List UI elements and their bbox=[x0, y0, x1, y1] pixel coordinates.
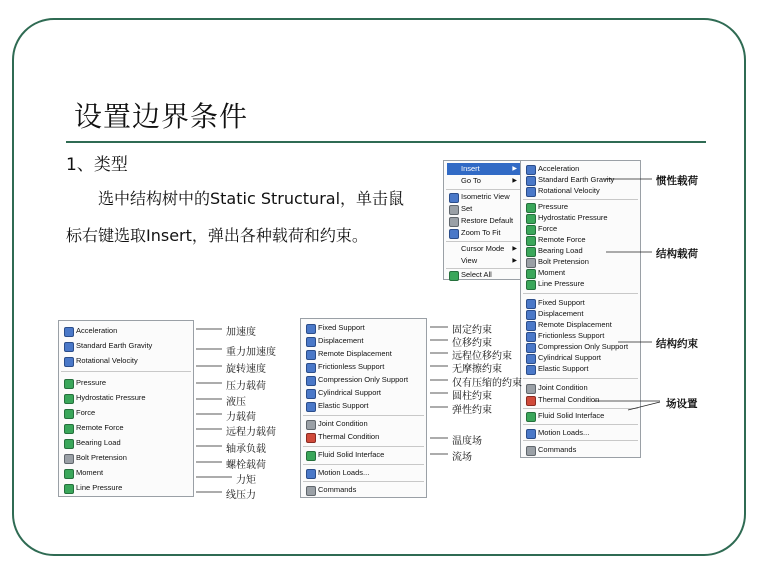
frictionless-support-icon bbox=[306, 363, 316, 373]
fixed-support-icon bbox=[306, 324, 316, 334]
supports-cn-label: 固定约束 bbox=[452, 325, 492, 336]
annotation-inertial-loads: 惯性载荷 bbox=[656, 175, 698, 187]
menu-item-set[interactable]: Set bbox=[447, 203, 521, 215]
submenu-item-frictionless-support[interactable]: Frictionless Support bbox=[524, 330, 637, 342]
joint-condition-icon bbox=[526, 384, 536, 394]
submenu-item-remote-displacement[interactable]: Remote Displacement bbox=[524, 319, 637, 331]
submenu-item-moment[interactable]: Moment bbox=[524, 267, 637, 279]
submenu-item-fixed-support[interactable]: Fixed Support bbox=[524, 297, 637, 309]
loads-cn-label: 重力加速度 bbox=[226, 347, 276, 358]
support-item-fluid-solid-interface[interactable]: Fluid Solid Interface bbox=[304, 449, 423, 461]
load-item-acceleration[interactable]: Acceleration bbox=[62, 325, 190, 337]
acceleration-icon bbox=[64, 327, 74, 337]
supports-cn-label: 温度场 bbox=[452, 436, 482, 447]
support-item-displacement[interactable]: Displacement bbox=[304, 335, 423, 347]
description-paragraph bbox=[66, 180, 416, 254]
supports-cn-label: 无摩擦约束 bbox=[452, 364, 502, 375]
submenu-item-cylindrical-support[interactable]: Cylindrical Support bbox=[524, 352, 637, 364]
loads-cn-label: 线压力 bbox=[226, 490, 256, 501]
annotation-structural-loads: 结构载荷 bbox=[656, 248, 698, 260]
hydrostatic-pressure-icon bbox=[64, 394, 74, 404]
elastic-support-icon bbox=[306, 402, 316, 412]
gravity-icon bbox=[64, 342, 74, 352]
menu-item-restore-default[interactable]: Restore Default bbox=[447, 215, 521, 227]
submenu-item-rotational-velocity[interactable]: Rotational Velocity bbox=[524, 185, 637, 197]
fluid-solid-interface-icon bbox=[526, 412, 536, 422]
submenu-item-bearing-load[interactable]: Bearing Load bbox=[524, 245, 637, 257]
elastic-support-icon bbox=[526, 365, 536, 375]
bearing-load-icon bbox=[64, 439, 74, 449]
submenu-item-displacement[interactable]: Displacement bbox=[524, 308, 637, 320]
load-item-bolt-pretension[interactable]: Bolt Pretension bbox=[62, 452, 190, 464]
submenu-item-standard-earth-gravity[interactable]: Standard Earth Gravity bbox=[524, 174, 637, 186]
supports-cn-label: 弹性约束 bbox=[452, 405, 492, 416]
loads-cn-label: 力矩 bbox=[236, 475, 256, 486]
loads-cn-label: 加速度 bbox=[226, 327, 256, 338]
support-item-elastic-support[interactable]: Elastic Support bbox=[304, 400, 423, 412]
loads-cn-label: 远程力载荷 bbox=[226, 427, 276, 438]
load-item-bearing-load[interactable]: Bearing Load bbox=[62, 437, 190, 449]
annotation-structural-supports: 结构约束 bbox=[656, 338, 698, 350]
submenu-item-compression-only-support[interactable]: Compression Only Support bbox=[524, 341, 637, 353]
support-item-joint-condition[interactable]: Joint Condition bbox=[304, 418, 423, 430]
zoom-to-fit-icon bbox=[449, 229, 459, 239]
support-item-fixed-support[interactable]: Fixed Support bbox=[304, 322, 423, 334]
support-item-frictionless-support[interactable]: Frictionless Support bbox=[304, 361, 423, 373]
load-item-force[interactable]: Force bbox=[62, 407, 190, 419]
set-view-icon bbox=[449, 205, 459, 215]
submenu-item-line-pressure[interactable]: Line Pressure bbox=[524, 278, 637, 290]
slide-title: 设置边界条件 bbox=[74, 100, 249, 133]
submenu-item-elastic-support[interactable]: Elastic Support bbox=[524, 363, 637, 375]
submenu-item-bolt-pretension[interactable]: Bolt Pretension bbox=[524, 256, 637, 268]
loads-panel bbox=[58, 320, 194, 497]
supports-panel bbox=[300, 318, 427, 498]
load-item-line-pressure[interactable]: Line Pressure bbox=[62, 482, 190, 494]
menu-item-insert[interactable]: Insert ▶ bbox=[447, 163, 521, 175]
support-item-cylindrical-support[interactable]: Cylindrical Support bbox=[304, 387, 423, 399]
commands-icon bbox=[526, 446, 536, 456]
submenu-item-pressure[interactable]: Pressure bbox=[524, 201, 637, 213]
annotation-field-settings: 场设置 bbox=[666, 398, 698, 410]
menu-item-view[interactable]: View ▶ bbox=[461, 256, 517, 265]
submenu-item-remote-force[interactable]: Remote Force bbox=[524, 234, 637, 246]
loads-cn-label: 旋转速度 bbox=[226, 364, 266, 375]
restore-default-icon bbox=[449, 217, 459, 227]
thermal-condition-icon bbox=[306, 433, 316, 443]
load-item-rotational-velocity[interactable]: Rotational Velocity bbox=[62, 355, 190, 367]
load-item-pressure[interactable]: Pressure bbox=[62, 377, 190, 389]
submenu-item-thermal-condition[interactable]: Thermal Condition bbox=[524, 394, 637, 406]
menu-item-go-to[interactable]: Go To ▶ bbox=[461, 176, 517, 185]
joint-condition-icon bbox=[306, 420, 316, 430]
load-item-hydrostatic-pressure[interactable]: Hydrostatic Pressure bbox=[62, 392, 190, 404]
remote-force-icon bbox=[64, 424, 74, 434]
line-pressure-icon bbox=[526, 280, 536, 290]
rotational-velocity-icon bbox=[64, 357, 74, 367]
title-divider bbox=[66, 141, 706, 143]
load-item-remote-force[interactable]: Remote Force bbox=[62, 422, 190, 434]
menu-item-zoom-to-fit[interactable]: Zoom To Fit bbox=[447, 227, 521, 239]
commands-icon bbox=[306, 486, 316, 496]
motion-loads-icon bbox=[306, 469, 316, 479]
pressure-icon bbox=[64, 379, 74, 389]
loads-cn-label: 力载荷 bbox=[226, 412, 256, 423]
compression-only-support-icon bbox=[306, 376, 316, 386]
support-item-compression-only-support[interactable]: Compression Only Support bbox=[304, 374, 423, 386]
support-item-motion-loads[interactable]: Motion Loads... bbox=[304, 467, 423, 479]
motion-loads-icon bbox=[526, 429, 536, 439]
cylindrical-support-icon bbox=[306, 389, 316, 399]
section-heading: 1、类型 bbox=[66, 155, 128, 175]
support-item-commands[interactable]: Commands bbox=[304, 484, 423, 496]
support-item-remote-displacement[interactable]: Remote Displacement bbox=[304, 348, 423, 360]
rotational-velocity-icon bbox=[526, 187, 536, 197]
support-item-thermal-condition[interactable]: Thermal Condition bbox=[304, 431, 423, 443]
displacement-icon bbox=[306, 337, 316, 347]
remote-displacement-icon bbox=[306, 350, 316, 360]
isometric-view-icon bbox=[449, 193, 459, 203]
description-text: 选中结构树中的Static Structural，单击鼠标右键选取Insert，弹出各种载荷和约束。 bbox=[66, 189, 405, 245]
loads-cn-label: 液压 bbox=[226, 397, 246, 408]
submenu-item-commands[interactable]: Commands bbox=[524, 444, 637, 456]
select-all-icon bbox=[449, 271, 459, 281]
menu-item-select-all[interactable]: Select All bbox=[447, 269, 521, 281]
force-icon bbox=[64, 409, 74, 419]
supports-cn-label: 位移约束 bbox=[452, 338, 492, 349]
supports-cn-label: 仅有压缩的约束 bbox=[452, 378, 522, 389]
submenu-item-fluid-solid-interface[interactable]: Fluid Solid Interface bbox=[524, 410, 637, 422]
line-pressure-icon bbox=[64, 484, 74, 494]
insert-submenu bbox=[520, 160, 641, 458]
submenu-item-joint-condition[interactable]: Joint Condition bbox=[524, 382, 637, 394]
submenu-item-hydrostatic-pressure[interactable]: Hydrostatic Pressure bbox=[524, 212, 637, 224]
context-menu bbox=[443, 160, 525, 280]
moment-icon bbox=[64, 469, 74, 479]
submenu-item-motion-loads[interactable]: Motion Loads... bbox=[524, 427, 637, 439]
submenu-item-acceleration[interactable]: Acceleration bbox=[524, 163, 637, 175]
load-item-standard-earth-gravity[interactable]: Standard Earth Gravity bbox=[62, 340, 190, 352]
supports-cn-label: 远程位移约束 bbox=[452, 351, 512, 362]
loads-cn-label: 螺栓载荷 bbox=[226, 460, 266, 471]
menu-item-isometric-view[interactable]: Isometric View bbox=[447, 191, 521, 203]
menu-item-cursor-mode[interactable]: Cursor Mode ▶ bbox=[461, 244, 517, 253]
submenu-item-force[interactable]: Force bbox=[524, 223, 637, 235]
thermal-condition-icon bbox=[526, 396, 536, 406]
load-item-moment[interactable]: Moment bbox=[62, 467, 190, 479]
loads-cn-label: 压力载荷 bbox=[226, 381, 266, 392]
loads-cn-label: 轴承负载 bbox=[226, 444, 266, 455]
supports-cn-label: 圆柱约束 bbox=[452, 391, 492, 402]
bolt-pretension-icon bbox=[64, 454, 74, 464]
supports-cn-label: 流场 bbox=[452, 452, 472, 463]
fluid-solid-interface-icon bbox=[306, 451, 316, 461]
